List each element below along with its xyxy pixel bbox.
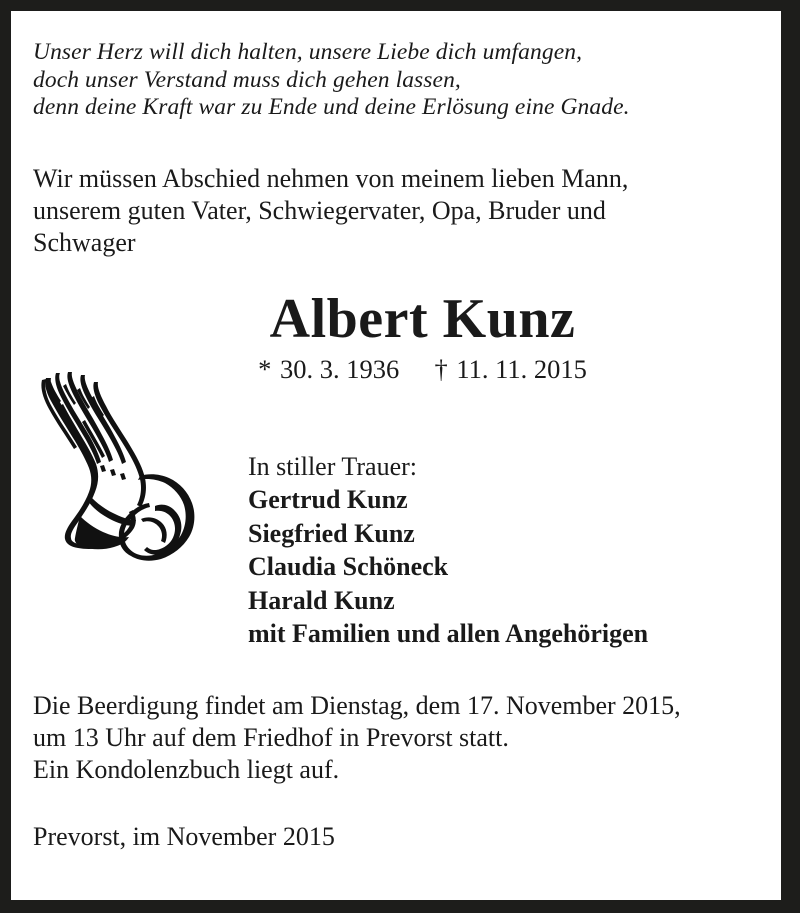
- mourner-name: Claudia Schöneck: [248, 552, 449, 581]
- deceased-name: Albert Kunz: [269, 288, 576, 350]
- praying-hands-icon: [34, 370, 202, 566]
- verse-line-3: denn deine Kraft war zu Ende und deine Erlösung eine Gnade.: [33, 94, 630, 120]
- deceased-block: [200, 288, 645, 386]
- place-and-date: Prevorst, im November 2015: [33, 822, 335, 851]
- intro-line-2: unserem guten Vater, Schwiegervater, Opa, Bruder und: [33, 196, 606, 225]
- birth-symbol: *: [258, 354, 272, 384]
- memorial-verse: [33, 39, 733, 122]
- funeral-line-1: Die Beerdigung findet am Dienstag, dem 17. November 2015,: [33, 691, 681, 720]
- mourner-name: Gertrud Kunz: [248, 485, 408, 514]
- funeral-line-2: um 13 Uhr auf dem Friedhof in Prevorst statt.: [33, 723, 509, 752]
- death-symbol: †: [434, 354, 448, 384]
- funeral-line-3: Ein Kondolenzbuch liegt auf.: [33, 755, 340, 784]
- mourners-block: [248, 450, 748, 651]
- mourner-name: Siegfried Kunz: [248, 518, 415, 548]
- death-date: 11. 11. 2015: [456, 354, 587, 384]
- mourner-name: mit Familien und allen Angehörigen: [248, 619, 649, 648]
- intro-line-3: Schwager: [33, 228, 136, 257]
- intro-line-1: Wir müssen Abschied nehmen von meinem lieben Mann,: [33, 164, 629, 193]
- border-frame-right: [781, 0, 800, 913]
- border-frame-top: [0, 0, 800, 11]
- border-frame-left: [0, 0, 11, 913]
- mourners-heading: In stiller Trauer:: [248, 452, 417, 481]
- verse-line-1: Unser Herz will dich halten, unsere Liebe dich umfangen,: [33, 39, 583, 65]
- life-dates: [200, 352, 645, 386]
- birth-date: 30. 3. 1936: [279, 354, 400, 384]
- funeral-details: [33, 690, 749, 786]
- announcement-intro: [33, 163, 745, 259]
- verse-line-2: doch unser Verstand muss dich gehen lassen,: [33, 66, 461, 93]
- border-frame-bottom: [0, 900, 800, 913]
- mourner-name: Harald Kunz: [248, 585, 395, 615]
